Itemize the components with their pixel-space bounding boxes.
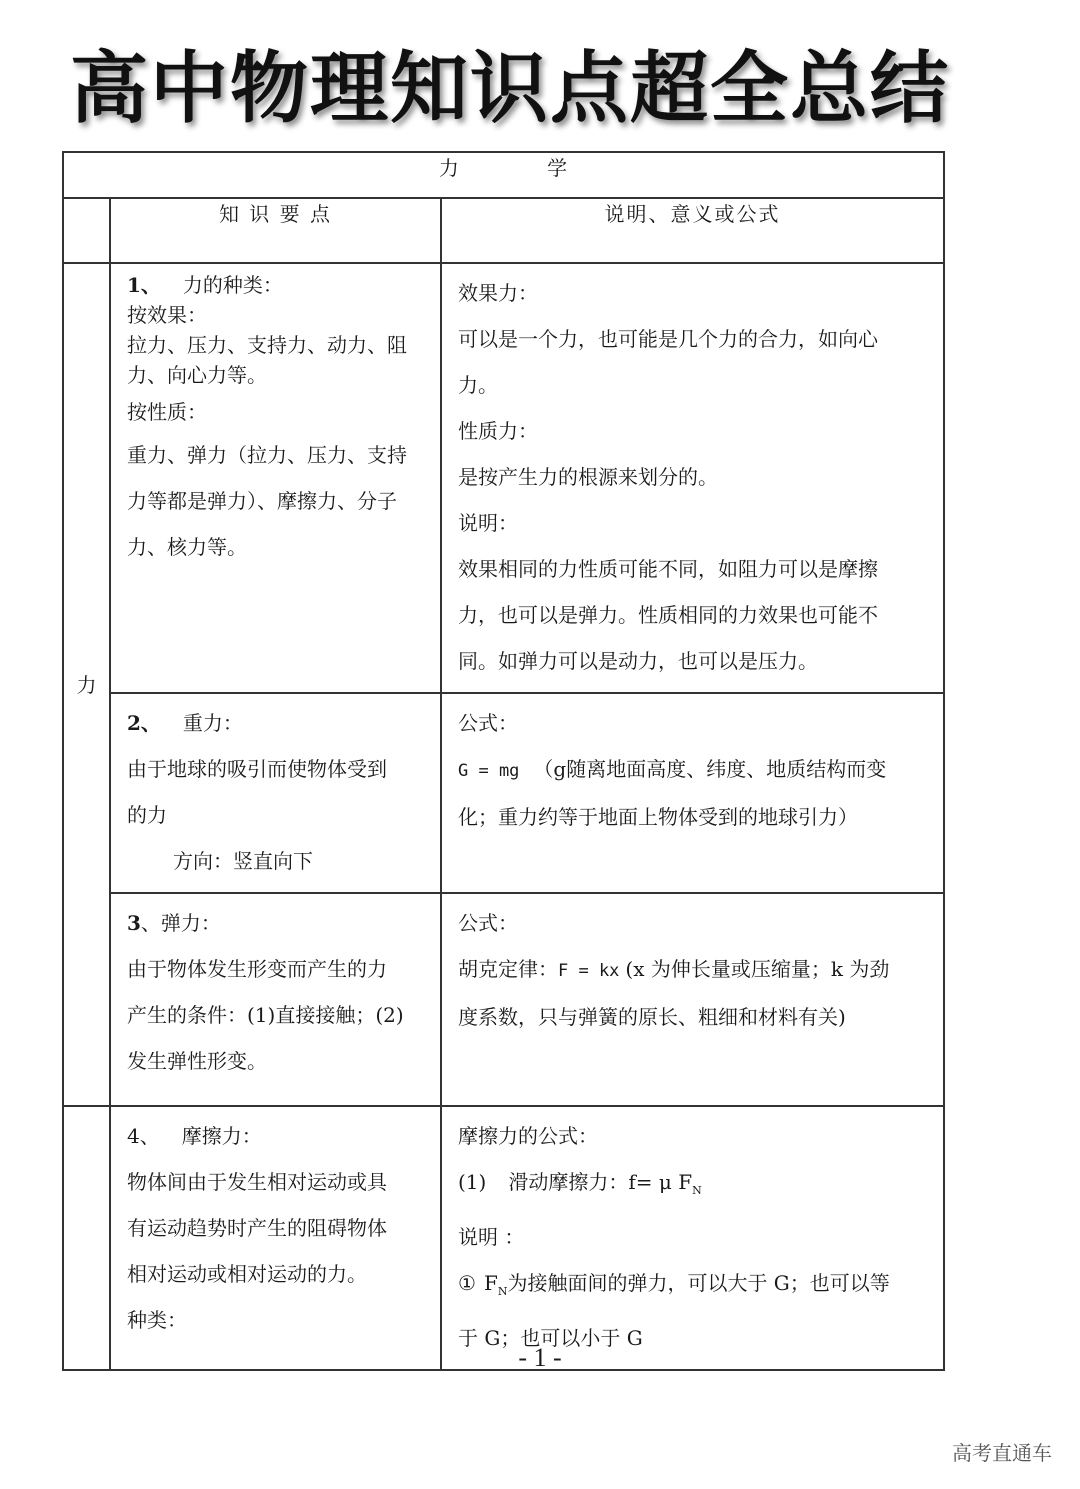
right-cell <box>441 1106 944 1370</box>
header-explanation: 说明、意义或公式 <box>441 198 944 263</box>
formula: G = mg <box>458 761 520 781</box>
text-line: 说明： <box>458 511 518 535</box>
subscript: N <box>692 1184 702 1197</box>
text-line: 的力 <box>127 803 167 827</box>
item-number: 1、 <box>127 273 161 297</box>
text-line: 公式： <box>458 911 518 935</box>
text-line: 物体间由于发生相对运动或具 <box>127 1170 387 1194</box>
text-line: 说明 ： <box>458 1225 525 1249</box>
law-note: (x 为伸长量或压缩量；k 为劲 <box>625 957 890 981</box>
side-label-force: 力 <box>63 263 110 1106</box>
table-row <box>63 693 944 893</box>
item-number: 3 <box>127 911 141 935</box>
force-symbol: F <box>483 1271 498 1295</box>
law-formula: F = kx <box>558 961 620 981</box>
section-header-row <box>63 152 944 198</box>
text-line: 按效果： <box>127 303 207 327</box>
text-line: 由于地球的吸引而使物体受到 <box>127 757 387 781</box>
direction-line: 方向：竖直向下 <box>173 849 313 873</box>
text-line: 重力、弹力（拉力、压力、支持 <box>127 443 407 467</box>
right-cell <box>441 263 944 693</box>
item-heading: 、弹力： <box>140 911 221 935</box>
text-line: 力、向心力等。 <box>127 363 267 387</box>
text-line: 效果力： <box>458 281 538 305</box>
text-line: 公式： <box>458 711 518 735</box>
item-heading: 力的种类： <box>182 273 283 297</box>
text-line: 力、核力等。 <box>127 535 247 559</box>
text-line: 度系数，只与弹簧的原长、粗细和材料有关) <box>458 1005 846 1029</box>
side-blank-cell <box>63 1106 110 1370</box>
text-line: 有运动趋势时产生的阻碍物体 <box>127 1216 387 1240</box>
text-line: 拉力、压力、支持力、动力、阻 <box>127 333 407 357</box>
formula-note: （g随离地面高度、纬度、地质结构而变 <box>533 757 887 781</box>
text-line: 化；重力约等于地面上物体受到的地球引力） <box>458 805 858 829</box>
text-line: 性质力： <box>458 419 538 443</box>
right-cell <box>441 693 944 893</box>
text-line: 相对运动或相对运动的力。 <box>127 1262 367 1286</box>
note-text: 为接触面间的弹力，可以大于 G；也可以等 <box>507 1271 890 1295</box>
text-line: 力。 <box>458 373 498 397</box>
text-line: 于 G；也可以小于 G <box>458 1326 643 1350</box>
text-line: 产生的条件：(1)直接接触；(2) <box>127 1003 404 1027</box>
text-line: 由于物体发生形变而产生的力 <box>127 957 387 981</box>
text-line: 力等都是弹力）、摩擦力、分子 <box>127 489 397 513</box>
circle-number: ① <box>458 1271 476 1295</box>
item-number: 2、 <box>127 711 161 735</box>
table-row <box>63 263 944 693</box>
item-heading: 重力： <box>182 711 243 735</box>
item-heading: 摩擦力： <box>181 1124 262 1148</box>
table-row <box>63 1106 944 1370</box>
text-line: 是按产生力的根源来划分的。 <box>458 465 718 489</box>
page-number: - 1 - <box>518 1343 562 1372</box>
text-line: 种类： <box>127 1308 187 1332</box>
text-line: 力，也可以是弹力。性质相同的力效果也可能不 <box>458 603 878 627</box>
left-cell <box>110 1106 441 1370</box>
left-cell <box>110 893 441 1106</box>
text-line: 摩擦力的公式： <box>458 1124 598 1148</box>
sliding-friction-formula: 滑动摩擦力：f= μ F <box>508 1170 693 1194</box>
text-line: 可以是一个力，也可能是几个力的合力，如向心 <box>458 327 878 351</box>
law-label: 胡克定律： <box>458 957 558 981</box>
item-num: (1) <box>458 1170 487 1194</box>
text-line: 发生弹性形变。 <box>127 1049 267 1073</box>
text-line: 效果相同的力性质可能不同，如阻力可以是摩擦 <box>458 557 878 581</box>
left-cell <box>110 693 441 893</box>
text-line: 按性质： <box>127 400 207 424</box>
column-header-row <box>63 198 944 263</box>
subscript: N <box>497 1285 508 1298</box>
item-number: 4、 <box>127 1124 160 1148</box>
header-knowledge-points: 知 识 要 点 <box>110 198 441 263</box>
text-line: 同。如弹力可以是动力，也可以是压力。 <box>458 649 818 673</box>
table-row <box>63 893 944 1106</box>
document-title: 高中物理知识点超全总结 <box>69 44 950 134</box>
right-cell <box>441 893 944 1106</box>
watermark: 高考直通车 <box>952 1441 1052 1465</box>
section-header: 力 学 <box>63 152 944 198</box>
physics-summary-table <box>62 151 945 1371</box>
left-cell <box>110 263 441 693</box>
header-blank-cell <box>63 198 110 263</box>
